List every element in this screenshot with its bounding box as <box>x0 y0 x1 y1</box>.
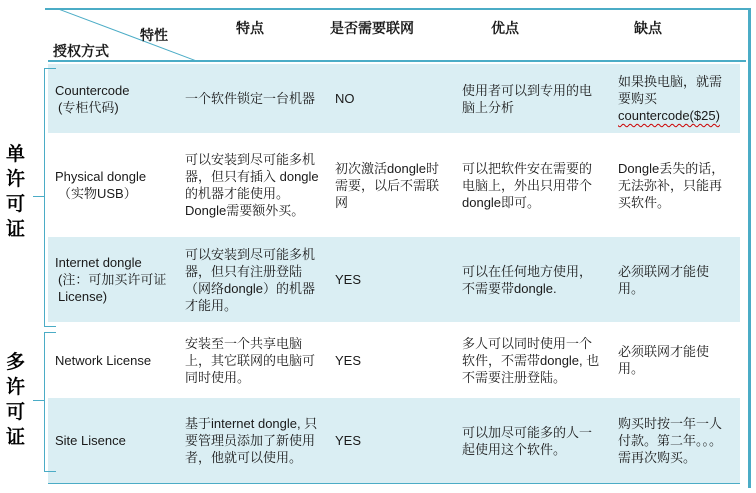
cons-cell: 必须联网才能使用。 <box>618 263 710 296</box>
group-label-multi-license: 多许可证 <box>6 352 26 448</box>
single-license-bracket <box>44 68 56 327</box>
header-underline <box>48 60 746 62</box>
row-name-cell <box>48 350 178 371</box>
feature-cell: 可以安装到尽可能多机器，但只有插入 dongle 的机器才能使用。Dongle需要额外买。 <box>185 152 319 218</box>
cons-cell: 必须联网才能使用。 <box>618 344 710 376</box>
table-row-internet-dongle <box>48 237 740 322</box>
pros-cell: 可以把软件安在需要的电脑上，外出只用带个dongle即可。 <box>462 160 593 210</box>
column-header-network: 是否需要联网 <box>330 20 414 36</box>
row-name-cell <box>48 166 178 204</box>
network-cell: YES <box>335 272 362 287</box>
header-corner-license-axis: 授权方式 <box>53 43 109 59</box>
header-corner-feature-axis: 特性 <box>140 27 168 43</box>
cons-cell: 如果换电脑，就需要购买 countercode($25) <box>618 74 723 123</box>
pros-cell: 多人可以同时使用一个软件，不需带dongle, 也不需要注册登陆。 <box>462 335 600 385</box>
table-row-network-license <box>48 322 740 398</box>
license-name-note: (注：可加买许可证License) <box>58 272 167 304</box>
row-name-cell <box>48 80 178 118</box>
network-cell: 初次激活dongle时需要，以后不需联网 <box>335 160 440 210</box>
pros-cell: 使用者可以到专用的电脑上分析 <box>462 82 593 115</box>
misspelled-word: countercode($25) <box>618 108 720 123</box>
license-name: Countercode <box>55 82 130 98</box>
license-name: Network License <box>55 352 152 368</box>
multi-license-bracket-tick <box>33 400 44 401</box>
cons-cell: Dongle丢失的话，无法弥补，只能再买软件。 <box>618 160 725 210</box>
feature-cell: 一个软件锁定一台机器 <box>185 91 316 106</box>
feature-cell: 可以安装到尽可能多机器，但只有注册登陆（网络dongle）的机器才能用。 <box>185 246 316 313</box>
pros-cell: 可以加尽可能多的人一起使用这个软件。 <box>462 424 593 457</box>
license-name-note: (专柜代码) <box>58 99 119 115</box>
cons-cell: 购买时按一年一人付款。第二年。。。需再次购买。 <box>618 416 723 465</box>
single-license-bracket-tick <box>33 196 44 197</box>
row-name-cell <box>48 252 178 307</box>
table-row-countercode <box>48 64 740 133</box>
network-cell: NO <box>335 91 355 106</box>
license-name: Physical dongle <box>55 169 147 184</box>
license-name-note: （实物USB） <box>58 186 137 201</box>
row-name-cell <box>48 430 178 451</box>
table-header <box>48 10 740 60</box>
table-row-site-license <box>48 398 740 483</box>
feature-cell: 基于internet dongle, 只要管理员添加了新使用者，他就可以使用。 <box>185 416 318 465</box>
license-name: Internet dongle <box>55 255 142 270</box>
column-header-cons: 缺点 <box>634 20 662 36</box>
network-cell: YES <box>335 433 362 448</box>
group-label-single-license: 单许可证 <box>6 144 26 240</box>
multi-license-bracket <box>44 332 56 472</box>
feature-cell: 安装至一个共享电脑上，其它联网的电脑可同时使用。 <box>185 335 316 385</box>
column-header-pros: 优点 <box>491 20 519 36</box>
network-cell: YES <box>335 352 362 368</box>
license-name: Site Lisence <box>55 433 126 448</box>
table-body <box>48 64 740 483</box>
column-header-feature: 特点 <box>236 20 264 36</box>
table-right-border <box>748 8 751 488</box>
pros-cell: 可以在任何地方使用，不需要带dongle. <box>462 263 593 296</box>
table-row-physical-dongle <box>48 133 740 237</box>
